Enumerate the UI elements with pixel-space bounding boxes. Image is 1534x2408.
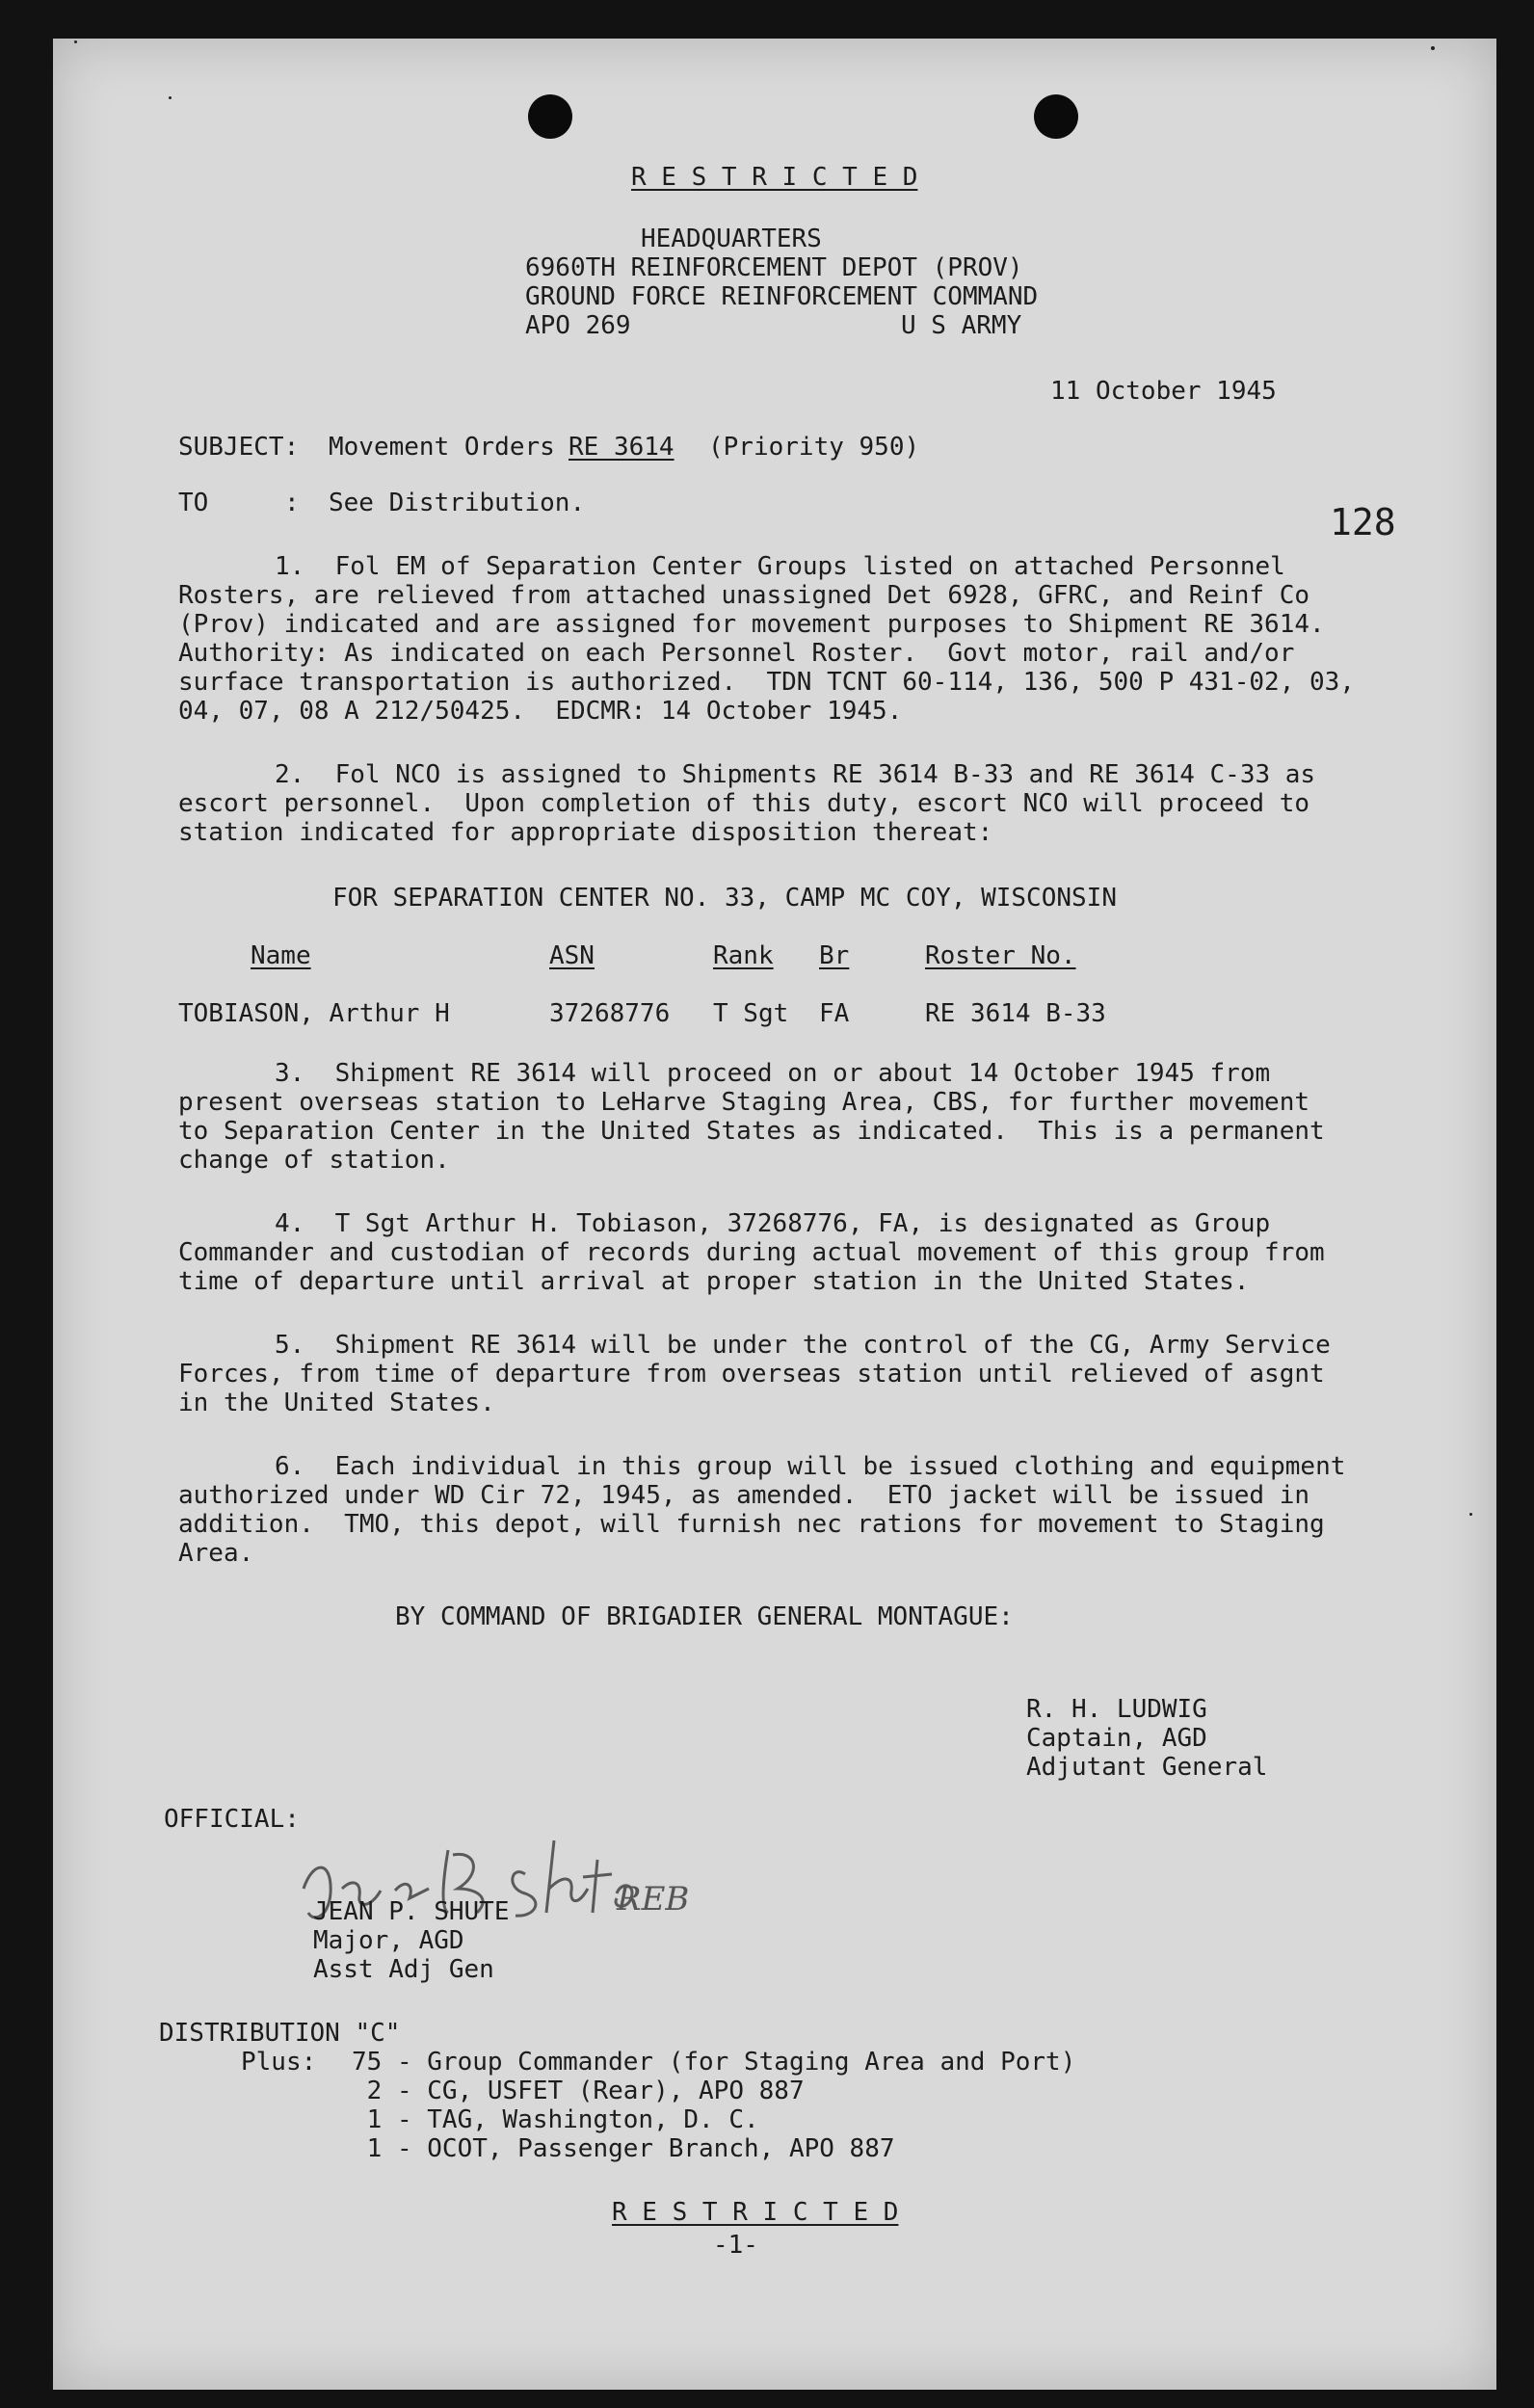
- official-name: JEAN P. SHUTE: [313, 1897, 510, 1926]
- command-line: BY COMMAND OF BRIGADIER GENERAL MONTAGUE:: [395, 1602, 1014, 1631]
- distribution-item: 2 - CG, USFET (Rear), APO 887: [352, 2077, 805, 2105]
- table-cell-asn: 37268776: [549, 999, 671, 1028]
- page-number: -1-: [713, 2231, 758, 2260]
- subject-label: SUBJECT:: [178, 433, 300, 462]
- table-header-rank: Rank: [713, 941, 774, 970]
- para-6-line: addition. TMO, this depot, will furnish nec rations for movement to Staging: [178, 1510, 1325, 1539]
- para-3-line: to Separation Center in the United States as indicated. This is a permanent: [178, 1117, 1325, 1146]
- subject-priority: (Priority 950): [708, 433, 920, 462]
- separation-center-heading: FOR SEPARATION CENTER NO. 33, CAMP MC COY, WISCONSIN: [332, 884, 1117, 913]
- signatory-name: R. H. LUDWIG: [1026, 1695, 1207, 1724]
- speck: [1431, 46, 1435, 50]
- distribution-item: 1 - OCOT, Passenger Branch, APO 887: [352, 2134, 895, 2163]
- table-header-asn: ASN: [549, 941, 595, 970]
- para-2-line: station indicated for appropriate disposition thereat:: [178, 818, 993, 847]
- official-title: Asst Adj Gen: [313, 1955, 494, 1984]
- para-6-line: 6. Each individual in this group will be issued clothing and equipment: [275, 1452, 1346, 1481]
- speck: [1469, 1513, 1472, 1516]
- official-label: OFFICIAL:: [164, 1805, 300, 1834]
- para-1-line: 04, 07, 08 A 212/50425. EDCMR: 14 October 1945.: [178, 697, 903, 726]
- org-line: GROUND FORCE REINFORCEMENT COMMAND: [525, 282, 1039, 311]
- table-header-roster: Roster No.: [925, 941, 1076, 970]
- para-4-line: 4. T Sgt Arthur H. Tobiason, 37268776, FA, is designated as Group: [275, 1209, 1271, 1238]
- para-5-line: 5. Shipment RE 3614 will be under the control of the CG, Army Service: [275, 1331, 1331, 1360]
- to-label: TO: [178, 489, 209, 517]
- para-5-line: Forces, from time of departure from overseas station until relieved of asgnt: [178, 1360, 1325, 1389]
- distribution-plus-label: Plus:: [241, 2048, 317, 2077]
- speck: [74, 40, 77, 43]
- table-cell-branch: FA: [819, 999, 850, 1028]
- table-cell-rank: T Sgt: [713, 999, 789, 1028]
- punch-hole: [1034, 94, 1078, 139]
- to-text: See Distribution.: [329, 489, 586, 517]
- table-cell-roster: RE 3614 B-33: [925, 999, 1106, 1028]
- para-2-line: 2. Fol NCO is assigned to Shipments RE 3614 B-33 and RE 3614 C-33 as: [275, 760, 1316, 789]
- army-line: U S ARMY: [901, 311, 1022, 340]
- handwritten-initials: REB: [617, 1880, 690, 1918]
- distribution-item: 75 - Group Commander (for Staging Area and Port): [352, 2048, 1076, 2077]
- classification-top: R E S T R I C T E D: [631, 163, 918, 192]
- page-stamp-number: 128: [1330, 501, 1396, 543]
- distribution-item: 1 - TAG, Washington, D. C.: [352, 2105, 759, 2134]
- classification-bottom: R E S T R I C T E D: [612, 2198, 899, 2227]
- table-header-name: Name: [251, 941, 311, 970]
- document-page: [53, 39, 1496, 2390]
- para-3-line: change of station.: [178, 1146, 450, 1175]
- signatory-rank: Captain, AGD: [1026, 1724, 1207, 1753]
- para-1-line: (Prov) indicated and are assigned for movement purposes to Shipment RE 3614.: [178, 610, 1325, 639]
- subject-text: Movement Orders: [329, 433, 555, 462]
- para-1-line: surface transportation is authorized. TDN TCNT 60-114, 136, 500 P 431-02, 03,: [178, 668, 1355, 697]
- distribution-title: DISTRIBUTION "C": [159, 2019, 401, 2048]
- org-line: HEADQUARTERS: [641, 225, 822, 253]
- para-6-line: Area.: [178, 1539, 254, 1568]
- para-5-line: in the United States.: [178, 1389, 495, 1417]
- official-rank: Major, AGD: [313, 1926, 464, 1955]
- apo-line: APO 269: [525, 311, 631, 340]
- punch-hole: [528, 94, 572, 139]
- para-3-line: 3. Shipment RE 3614 will proceed on or about 14 October 1945 from: [275, 1059, 1271, 1088]
- para-4-line: Commander and custodian of records during actual movement of this group from: [178, 1238, 1325, 1267]
- para-4-line: time of departure until arrival at proper station in the United States.: [178, 1267, 1250, 1296]
- para-6-line: authorized under WD Cir 72, 1945, as amended. ETO jacket will be issued in: [178, 1481, 1309, 1510]
- para-2-line: escort personnel. Upon completion of this duty, escort NCO will proceed to: [178, 789, 1309, 818]
- signatory-title: Adjutant General: [1026, 1753, 1268, 1782]
- document-date: 11 October 1945: [1050, 377, 1277, 406]
- org-line: 6960TH REINFORCEMENT DEPOT (PROV): [525, 253, 1023, 282]
- table-header-branch: Br: [819, 941, 850, 970]
- speck: [169, 96, 172, 99]
- to-colon: :: [284, 489, 300, 517]
- para-1-line: 1. Fol EM of Separation Center Groups listed on attached Personnel: [275, 552, 1285, 581]
- para-1-line: Authority: As indicated on each Personnel Roster. Govt motor, rail and/or: [178, 639, 1295, 668]
- para-3-line: present overseas station to LeHarve Staging Area, CBS, for further movement: [178, 1088, 1309, 1117]
- para-1-line: Rosters, are relieved from attached unassigned Det 6928, GFRC, and Reinf Co: [178, 581, 1309, 610]
- table-cell-name: TOBIASON, Arthur H: [178, 999, 450, 1028]
- subject-ref: RE 3614: [569, 433, 674, 462]
